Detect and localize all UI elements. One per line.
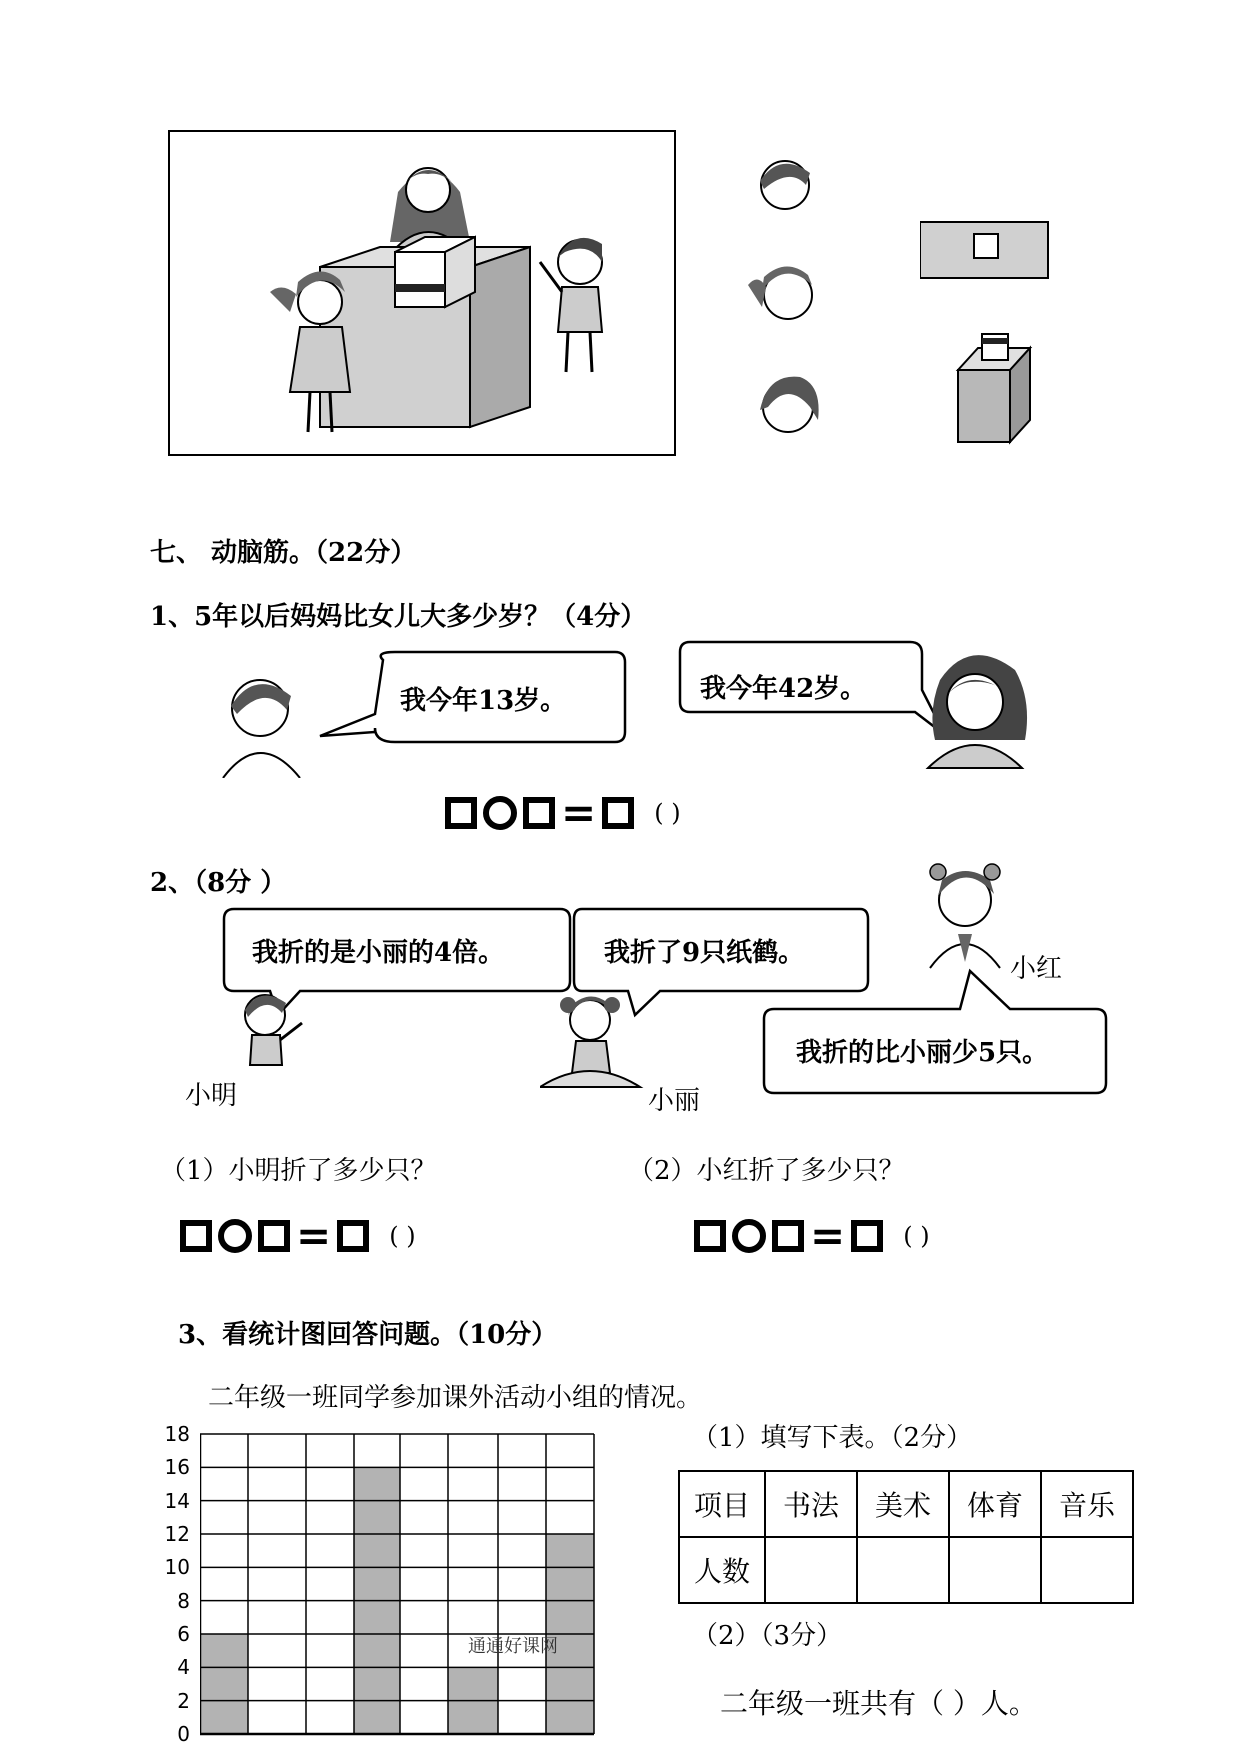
mother-figure: [928, 655, 1027, 768]
unit-blank[interactable]: ( ): [389, 1222, 416, 1250]
y-tick-label: 4: [177, 1655, 190, 1680]
hong-bubble-text: 我折的比小丽少5只。: [796, 1038, 1049, 1068]
y-tick-label: 10: [164, 1555, 190, 1580]
y-tick-label: 0: [177, 1722, 190, 1746]
ming-figure: [245, 995, 302, 1065]
answer-box[interactable]: [523, 797, 555, 829]
question-3-line-1: 二年级一班共有（ ）人。: [720, 1687, 1037, 1720]
table-header-cell: 美术: [857, 1471, 949, 1537]
name-hong: 小红: [1010, 954, 1063, 984]
table-box: [320, 237, 530, 427]
boy-head-icon: [760, 161, 810, 209]
chart-title: 二年级一班同学参加课外活动小组的情况。: [208, 1383, 703, 1413]
table-input-cell[interactable]: [765, 1537, 857, 1603]
equals-sign: =: [810, 1211, 846, 1260]
ming-bubble-text: 我折的是小丽的4倍。: [252, 938, 505, 968]
unit-blank[interactable]: ( ): [654, 799, 681, 827]
question-2-sub-2: （2）小红折了多少只？: [628, 1156, 905, 1186]
watermark: 通通好课网: [468, 1636, 558, 1657]
table-header-row: [679, 1471, 1133, 1537]
daughter-figure: [223, 680, 300, 778]
question-3-sub-1: （1）填写下表。（2分）: [692, 1423, 973, 1453]
mother-speech: [670, 640, 1050, 780]
y-tick-label: 6: [177, 1622, 190, 1646]
li-figure: [540, 996, 640, 1087]
side-view-shape: [958, 334, 1030, 442]
observation-scene: [168, 130, 676, 456]
front-view-shape: [920, 222, 1048, 278]
equation-1: [445, 788, 681, 837]
y-tick-label: 8: [177, 1588, 190, 1613]
question-2-title: 2、（8分 ）: [150, 868, 287, 898]
y-tick-label: 14: [164, 1488, 190, 1513]
operator-circle[interactable]: [483, 796, 517, 830]
hong-bubble: [760, 965, 1110, 1100]
table-input-cell[interactable]: [857, 1537, 949, 1603]
section-title: 七、 动脑筋。（22分）: [150, 538, 417, 568]
answer-box[interactable]: [337, 1220, 369, 1252]
y-tick-label: 16: [164, 1455, 190, 1480]
equals-sign: =: [561, 788, 597, 837]
y-tick-label: 18: [164, 1422, 190, 1446]
girl-head-icon: [748, 266, 812, 319]
hong-figure: [920, 850, 1020, 970]
operator-circle[interactable]: [732, 1219, 766, 1253]
table-header-cell: 项目: [679, 1471, 765, 1537]
table-input-cell[interactable]: [1041, 1537, 1133, 1603]
table-row-label: 人数: [679, 1537, 765, 1603]
equation-2: [180, 1211, 416, 1260]
question-1-title: 1、5年以后妈妈比女儿大多少岁？（4分）: [150, 602, 647, 632]
name-li: 小丽: [648, 1086, 701, 1116]
table-input-cell[interactable]: [949, 1537, 1041, 1603]
boy-figure: [540, 238, 602, 372]
bar-chart: [160, 1420, 640, 1754]
side-heads: [740, 145, 830, 455]
y-tick-label: 2: [177, 1688, 190, 1713]
operator-circle[interactable]: [218, 1219, 252, 1253]
answer-box[interactable]: [851, 1220, 883, 1252]
table-row: [679, 1537, 1133, 1603]
bar-0: [200, 1634, 248, 1734]
answer-box[interactable]: [772, 1220, 804, 1252]
ming-speech: [220, 905, 580, 1085]
question-3-sub-2: （2）（3分）: [692, 1621, 843, 1651]
y-tick-label: 12: [164, 1522, 190, 1546]
table-header-cell: 体育: [949, 1471, 1041, 1537]
mother-bubble-text: 我今年42岁。: [700, 674, 867, 704]
answer-box[interactable]: [180, 1220, 212, 1252]
question-3-title: 3、看统计图回答问题。（10分）: [178, 1320, 558, 1350]
table-header-cell: 书法: [765, 1471, 857, 1537]
answer-box[interactable]: [445, 797, 477, 829]
unit-blank[interactable]: ( ): [903, 1222, 930, 1250]
answer-box[interactable]: [258, 1220, 290, 1252]
view-options: [920, 210, 1060, 450]
fill-table: [678, 1470, 1134, 1604]
chart-plot: [200, 1430, 640, 1754]
question-2-sub-1: （1）小明折了多少只？: [160, 1156, 437, 1186]
scene-illustration: [170, 132, 674, 454]
teacher-head-icon: [760, 377, 819, 432]
answer-box[interactable]: [602, 797, 634, 829]
equation-3: [694, 1211, 930, 1260]
table-header-cell: 音乐: [1041, 1471, 1133, 1537]
li-bubble-text: 我折了9只纸鹤。: [604, 938, 805, 968]
answer-box[interactable]: [694, 1220, 726, 1252]
name-ming: 小明: [185, 1081, 238, 1111]
equals-sign: =: [296, 1211, 332, 1260]
daughter-bubble-text: 我今年13岁。: [400, 686, 567, 716]
